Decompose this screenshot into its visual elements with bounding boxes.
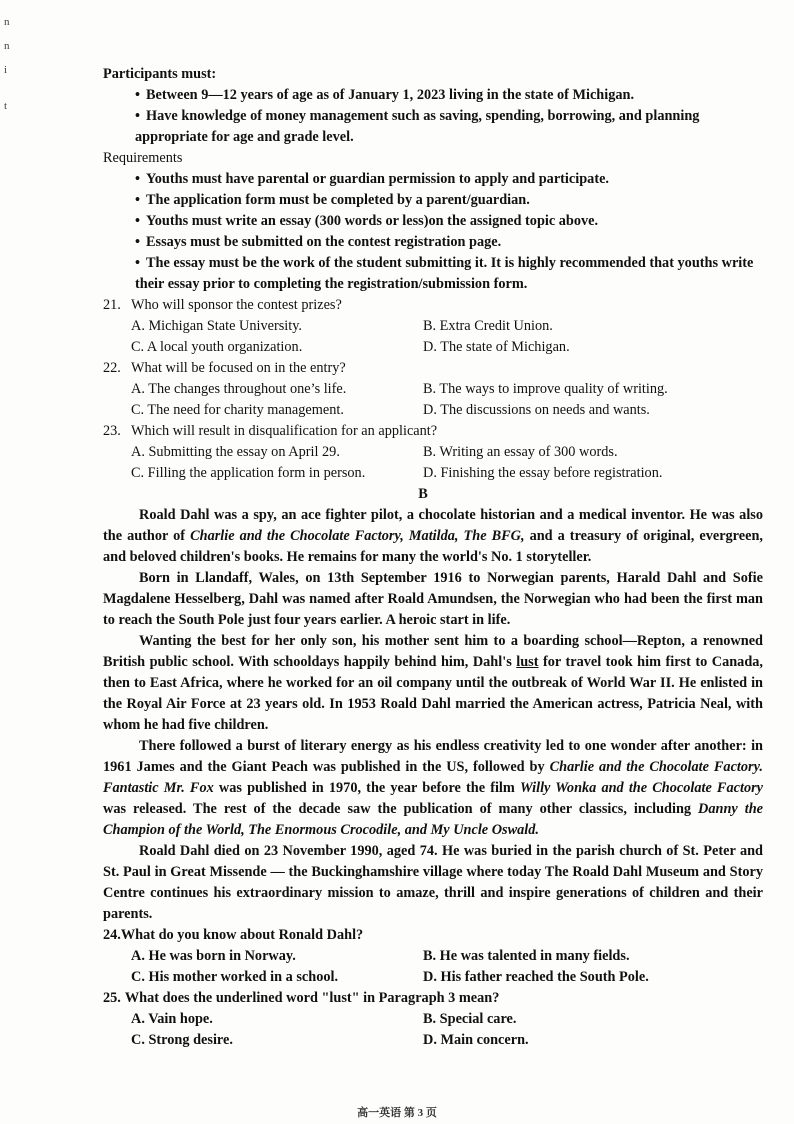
question-number: 24. [103,927,121,943]
question-number: 21. [103,297,121,313]
passage-text: There followed a burst of literary energy as his endless creativity led to one wonder after another: in 1961 James and the Giant Peach was published in the US, followed by [103,738,763,775]
passage-text: Roald Dahl was a spy, an ace fighter pilot, a chocolate historian and a medical inventor. He was also the author of [103,507,763,544]
question-25 [103,988,763,1051]
passage-text: for travel took him first to Canada, then to East Africa, where he worked for an oil company until the outbreak of World War II. He enlisted in the Royal Air Force at 23 years old. In 1953 Roald Dahl married the American actress, Patricia Neal, with whom he had five children. [103,654,763,733]
option-a: A. Michigan State University. [131,318,303,334]
passage-paragraph-5: Roald Dahl died on 23 November 1990, aged 74. He was buried in the parish church of St. Peter and St. Paul in Great Missende — the Buckinghamshire village where today The Roald Dahl Museum and Story Centre continues his extraordinary mission to amaze, thrill and inspire generations of children and their parents. [103,843,763,922]
passage-paragraph-1 [103,505,763,568]
section-b-label: B [418,486,428,502]
passage-paragraph-2: Born in Llandaff, Wales, on 13th September 1916 to Norwegian parents, Harald Dahl and Sofie Magdalene Hesselberg, Dahl was named after Roald Amundsen, the Norwegian who had been the first man to reach the South Pole just four years earlier. A heroic start in life. [103,570,763,628]
question-number: 23. [103,423,121,439]
exam-page [103,64,763,1051]
option-b: B. The ways to improve quality of writing. [423,381,668,397]
requirement-bullet: • Youths must write an essay (300 words or less)on the assigned topic above. [103,211,763,232]
requirement-bullet: • Youths must have parental or guardian permission to apply and participate. [103,169,763,190]
option-c: C. A local youth organization. [131,339,303,355]
question-text: Who will sponsor the contest prizes? [131,297,342,313]
question-text: What do you know about Ronald Dahl? [120,927,364,943]
book-titles: Charlie and the Chocolate Factory. Fantastic Mr. Fox [103,759,763,796]
option-c: C. His mother worked in a school. [131,969,339,985]
book-titles: Charlie and the Chocolate Factory, Matilda, The BFG, [190,528,525,544]
passage-text: and a treasury of original, evergreen, and beloved children's books. He remains for many the world's No. 1 storyteller. [103,528,763,565]
question-number: 25. [103,990,121,1006]
margin-mark: n [4,40,10,52]
option-a: A. The changes throughout one’s life. [131,381,347,397]
option-b: B. Special care. [423,1011,517,1027]
requirements-heading: Requirements [103,150,183,166]
participant-bullet: • Have knowledge of money management such as saving, spending, borrowing, and planning appropriate for age and grade level. [103,106,763,148]
option-c: C. Strong desire. [131,1032,233,1048]
margin-mark: t [4,100,8,112]
question-21 [103,295,763,358]
passage-paragraph-3 [103,631,763,736]
option-b: B. Extra Credit Union. [423,318,553,334]
option-d: D. His father reached the South Pole. [423,969,649,985]
underlined-word: lust [516,654,539,670]
page-footer: 高一英语 第 3 页 [357,1107,437,1119]
passage-paragraph-4 [103,736,763,841]
option-d: D. Finishing the essay before registration. [423,465,663,481]
passage-text: was published in 1970, the year before the film [213,780,520,796]
question-text: What does the underlined word "lust" in Paragraph 3 mean? [124,990,500,1006]
option-d: D. The discussions on needs and wants. [423,402,650,418]
option-b: B. Writing an essay of 300 words. [423,444,618,460]
participant-bullet: • Between 9—12 years of age as of January 1, 2023 living in the state of Michigan. [103,85,763,106]
option-c: C. The need for charity management. [131,402,344,418]
margin-mark: n [4,16,10,28]
question-24 [103,925,763,988]
requirement-bullet: • The essay must be the work of the student submitting it. It is highly recommended that youths write their essay prior to completing the registration/submission form. [103,253,763,295]
margin-marks [4,10,10,118]
film-title: Willy Wonka and the Chocolate Factory [519,780,763,796]
option-a: A. He was born in Norway. [131,948,296,964]
option-a: A. Submitting the essay on April 29. [131,444,340,460]
option-b: B. He was talented in many fields. [423,948,630,964]
option-a: A. Vain hope. [131,1011,213,1027]
option-d: D. The state of Michigan. [423,339,570,355]
book-titles: Danny the Champion of the World, The Enormous Crocodile, and My Uncle Oswald. [103,801,763,838]
question-number: 22. [103,360,121,376]
participants-heading: Participants must: [103,66,217,82]
passage-text: Wanting the best for her only son, his mother sent him to a boarding school—Repton, a renowned British public school. With schooldays happily behind him, Dahl's [103,633,763,670]
option-c: C. Filling the application form in person. [131,465,366,481]
question-22 [103,358,763,421]
margin-mark: i [4,64,8,76]
passage-text: was released. The rest of the decade saw the publication of many other classics, including [103,801,699,817]
question-text: What will be focused on in the entry? [131,360,346,376]
requirement-bullet: • The application form must be completed by a parent/guardian. [103,190,763,211]
option-d: D. Main concern. [423,1032,529,1048]
question-text: Which will result in disqualification for an applicant? [131,423,438,439]
question-23 [103,421,763,484]
requirement-bullet: • Essays must be submitted on the contest registration page. [103,232,763,253]
